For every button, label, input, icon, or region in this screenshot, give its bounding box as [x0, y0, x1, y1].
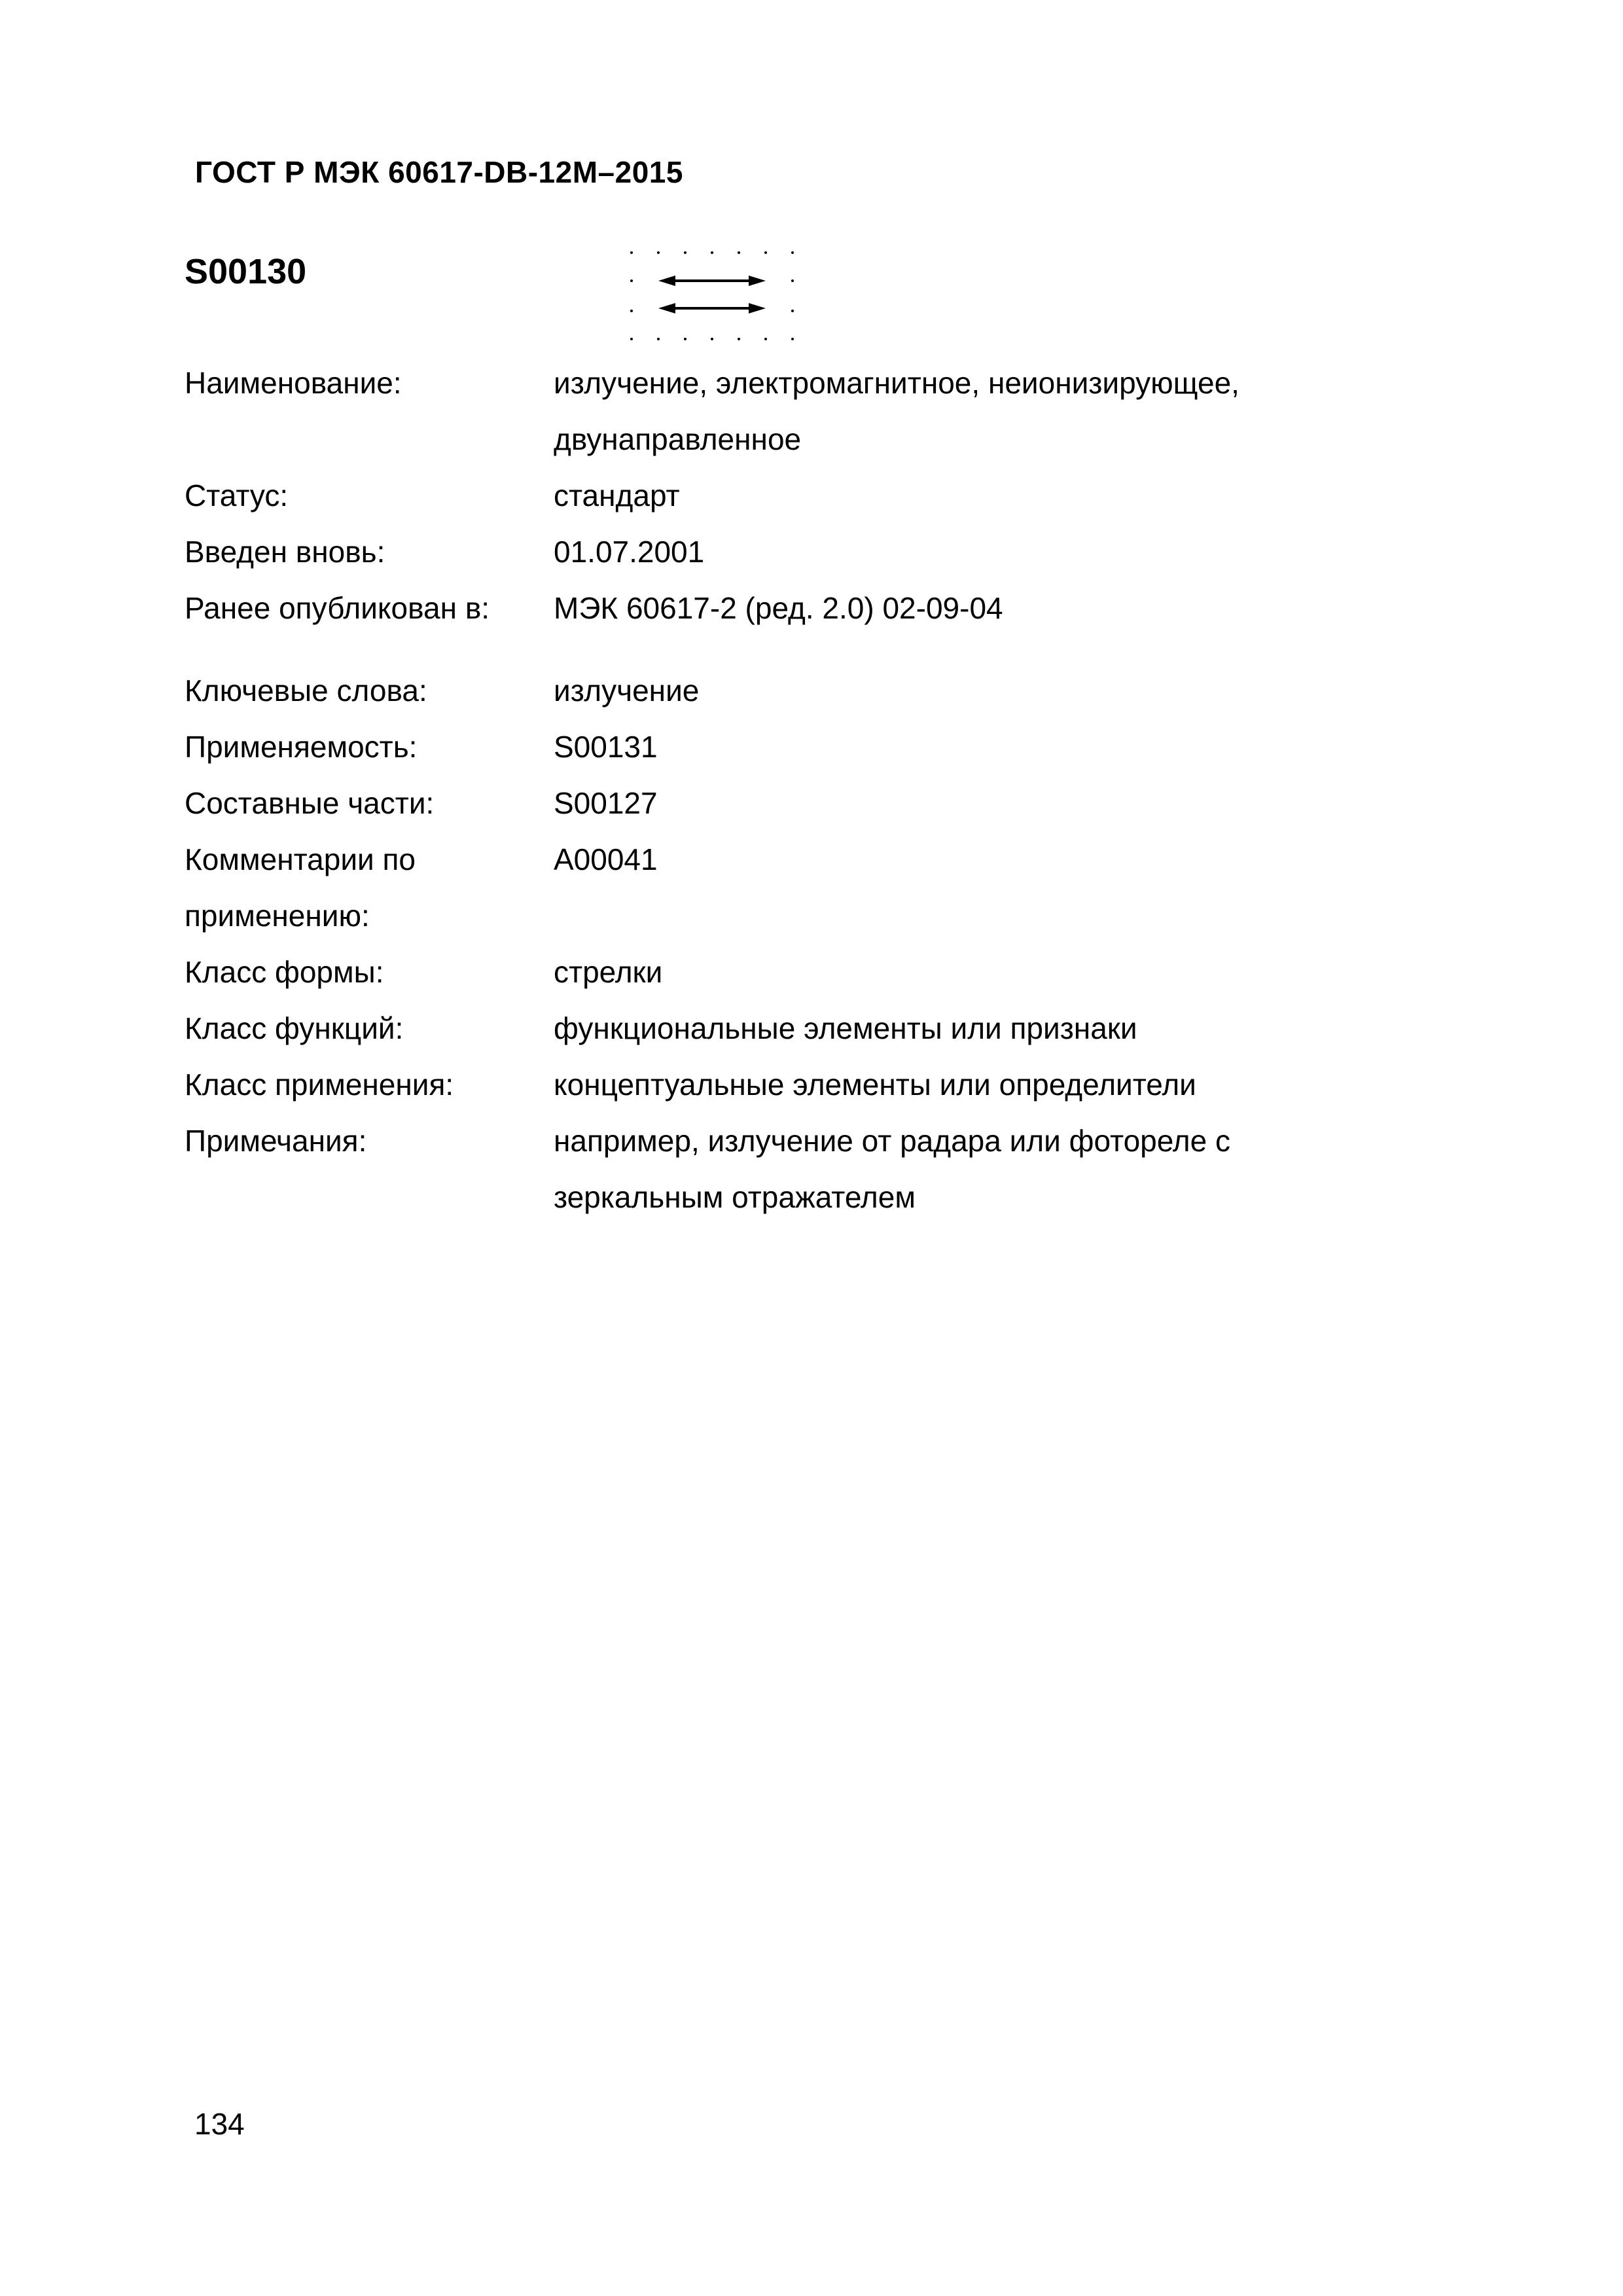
field-label: Статус:: [185, 478, 289, 512]
field-value: A00041: [554, 842, 658, 876]
arrow-lines: [670, 281, 754, 308]
symbol-figure: [627, 247, 817, 346]
field-value: функциональные элементы или признаки: [554, 1011, 1137, 1045]
field-label: Класс применения:: [185, 1067, 454, 1102]
field-value: стрелки: [554, 955, 663, 989]
field-value: стандарт: [554, 478, 680, 512]
field-value: МЭК 60617-2 (ред. 2.0) 02-09-04: [554, 591, 1003, 625]
field-label: Применяемость:: [185, 730, 418, 764]
field-label: Комментарии по применению:: [185, 842, 416, 933]
field-label: Ключевые слова:: [185, 673, 427, 708]
document-header: ГОСТ Р МЭК 60617-DB-12M–2015: [195, 155, 683, 189]
field-label: Введен вновь:: [185, 535, 385, 569]
page-number: 134: [194, 2107, 245, 2141]
field-value: 01.07.2001: [554, 535, 705, 569]
grid-dots: [630, 251, 794, 340]
field-value: S00127: [554, 786, 658, 820]
bidirectional-double-arrow-icon: [627, 247, 817, 346]
symbol-code: S00130: [185, 252, 307, 291]
field-value: излучение: [554, 673, 700, 708]
field-label: Класс функций:: [185, 1011, 404, 1045]
field-label: Примечания:: [185, 1124, 367, 1158]
field-label: Наименование:: [185, 366, 402, 400]
field-value: например, излучение от радара или фотореле с зеркальным отражателем: [554, 1124, 1231, 1214]
field-label: Составные части:: [185, 786, 435, 820]
field-value: S00131: [554, 730, 658, 764]
field-value: излучение, электромагнитное, неионизирующее, двунаправленное: [554, 366, 1240, 456]
field-label: Ранее опубликован в:: [185, 591, 490, 625]
field-label: Класс формы:: [185, 955, 384, 989]
field-value: концептуальные элементы или определители: [554, 1067, 1196, 1102]
